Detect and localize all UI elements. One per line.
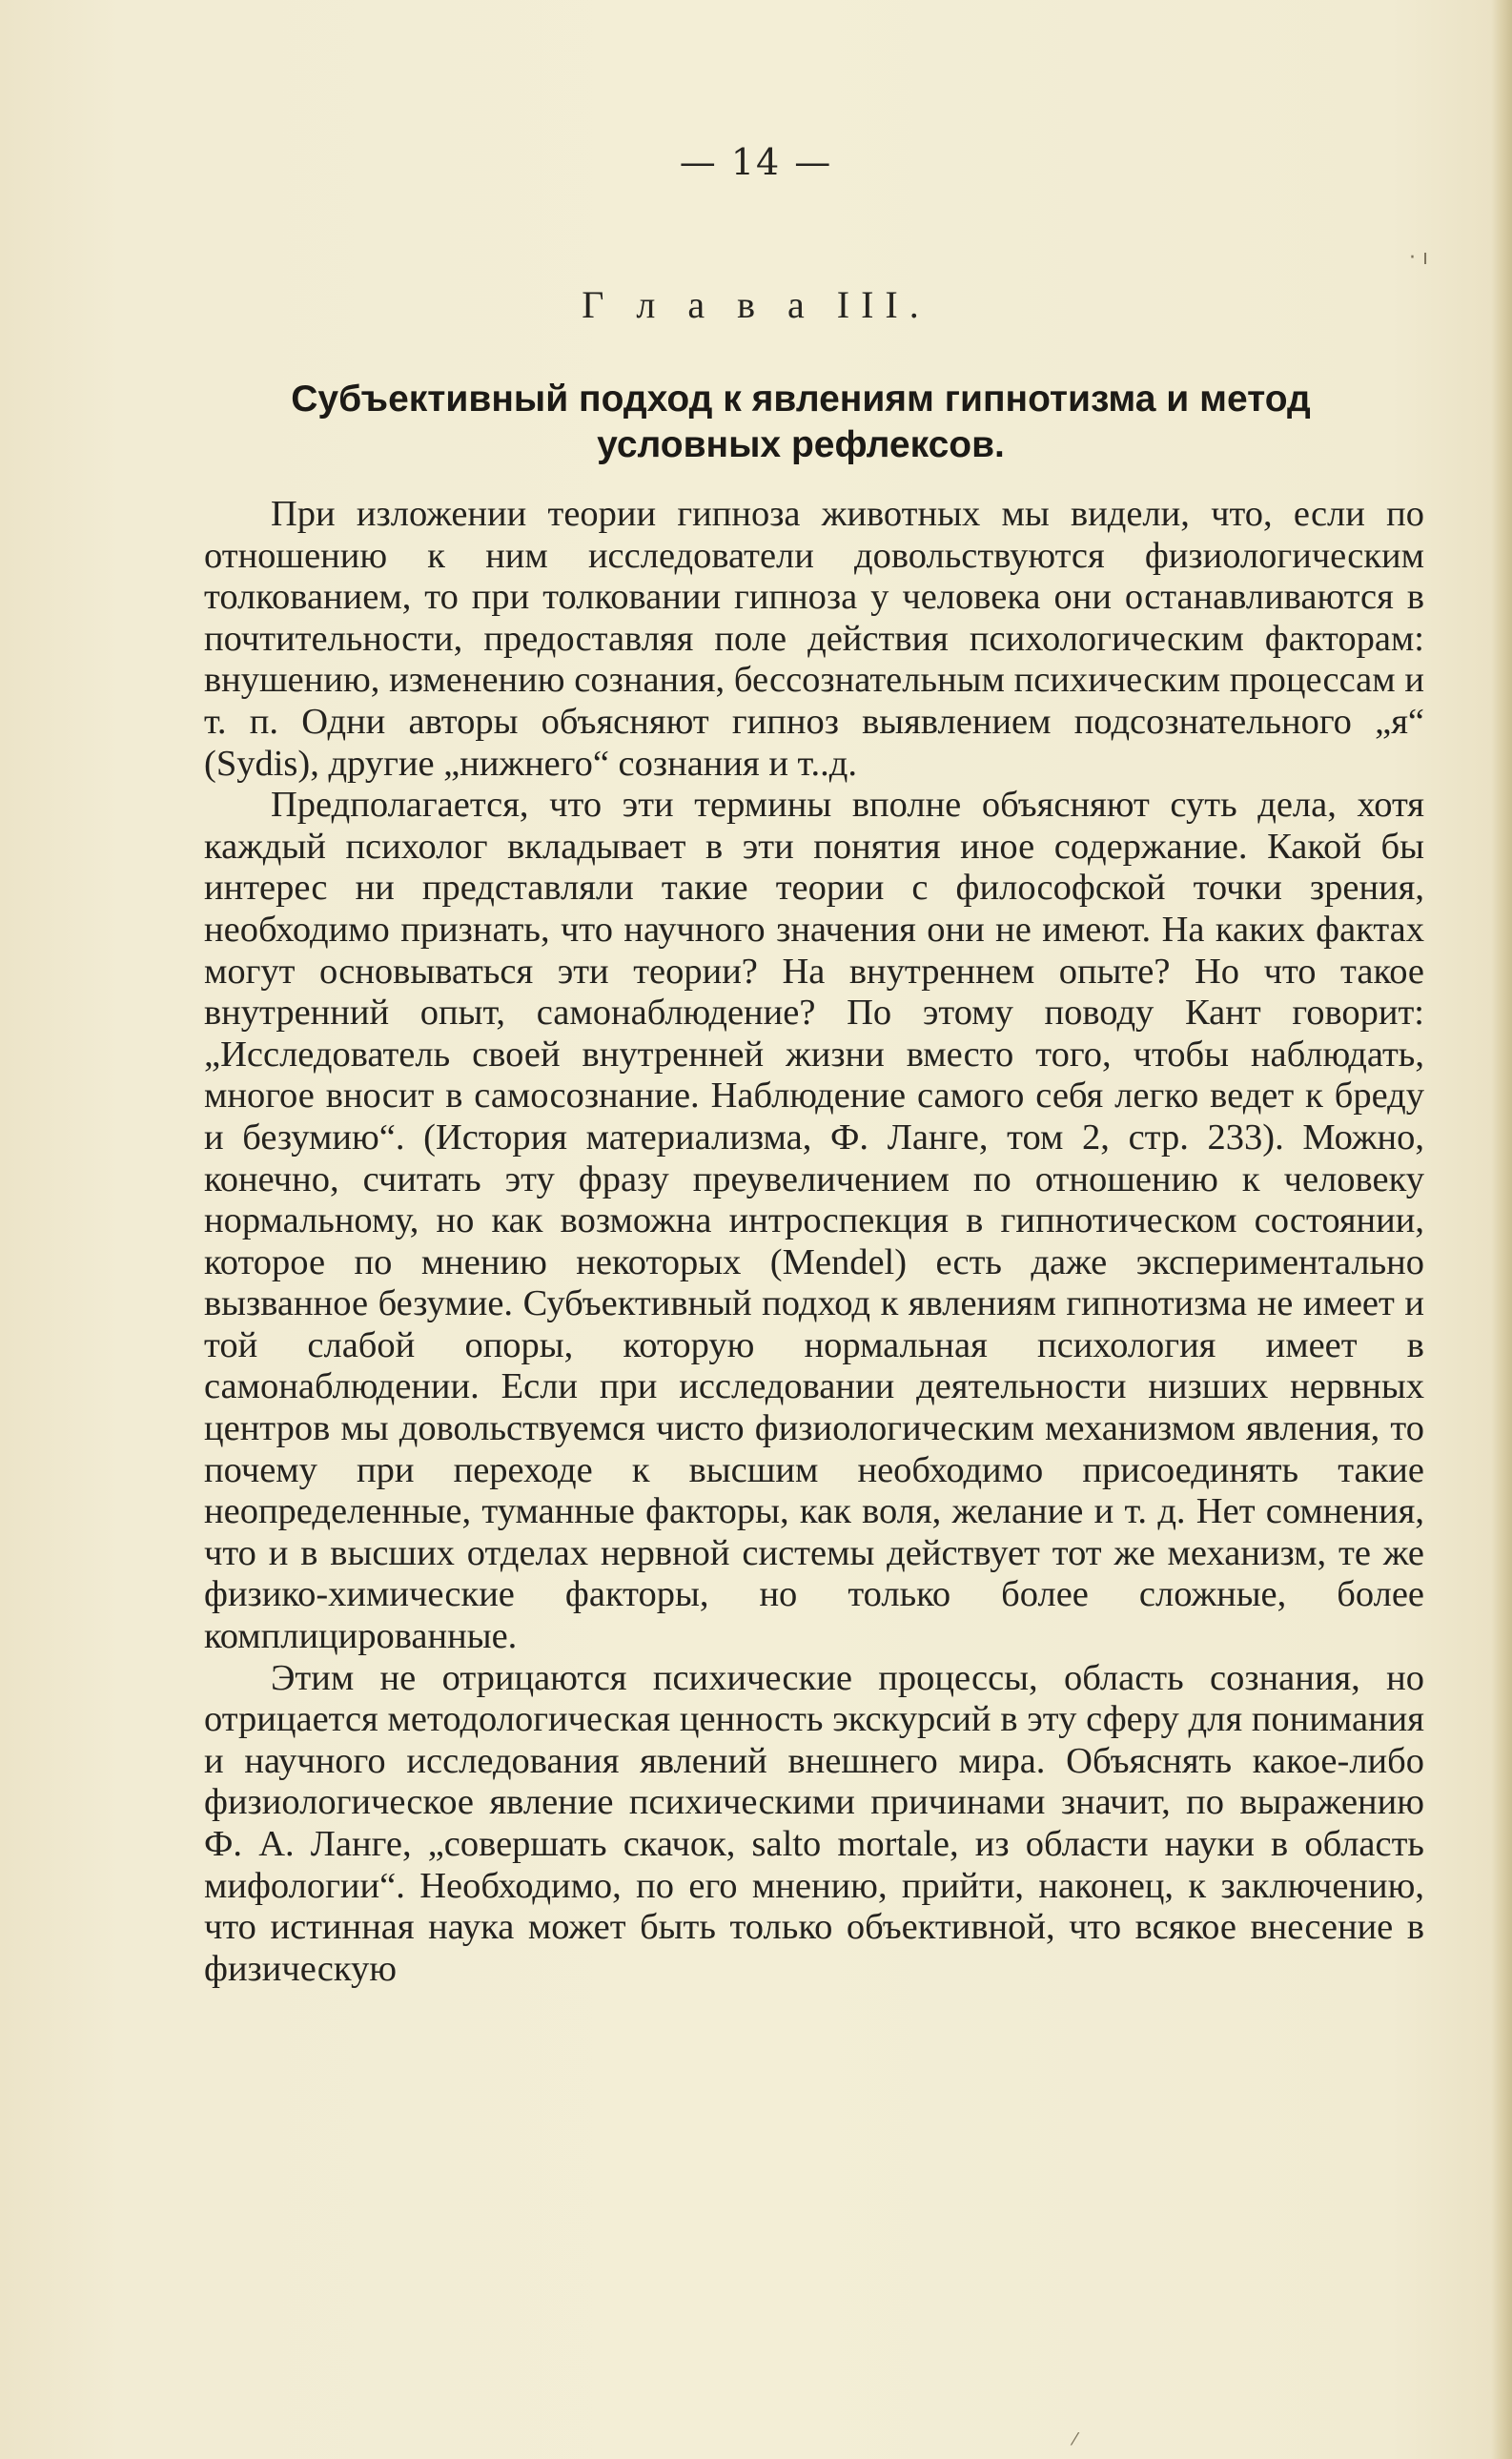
page-number: — 14 —: [679, 141, 833, 183]
section-title: [219, 377, 1382, 468]
paragraph-3: Этим не отрицаются психические процессы, область сознания, но отрицается методологическая ценность экскурсий в эту сферу для понимания и научного исследования явлений внешнего мира. Объяснять какое-либо физиологическое явление психическими причинами значит, по выражению Ф. А. Ланге, „совершать скачок, salto mortale, из области науки в область мифологии“. Необходимо, по его мнению, прийти, наконец, к заключению, что истинная наука может быть только объективной, что всякое внесение в физическую: [204, 1657, 1424, 1989]
paragraph-2: Предполагается, что эти термины вполне объясняют суть дела, хотя каждый психолог вкладывает в эти понятия иное содержание. Какой бы интерес ни представляли такие теории с философской точки зрения, необходимо признать, что научного значения они не имеют. На каких фактах могут основываться эти теории? На внутреннем опыте? Но что такое внутренний опыт, самонаблюдение? По этому поводу Кант говорит: „Исследователь своей внутренней жизни вместо того, чтобы наблюдать, многое вносит в самосознание. Наблюдение самого себя легко ведет к бреду и безумию“. (История материализма, Ф. Ланге, том 2, стр. 233). Можно, конечно, считать эту фразу преувеличением по отношению к человеку нормальному, но как возможна интроспекция в гипнотическом состоянии, которое по мнению некоторых (Mendel) есть даже экспериментально вызванное безумие. Субъективный подход к явлениям гипнотизма не имеет и той слабой опоры, которую нормальная психология имеет в самонаблюдении. Если при исследовании деятельности низших нервных центров мы довольствуемся чисто физиологическим механизмом явления, то почему при переходе к высшим необходимо присоединять такие неопределенные, туманные факторы, как воля, желание и т. д. Нет сомнения, что и в высших отделах нервной системы действует тот же механизм, те же физико-химические факторы, но только более сложные, более комплицированные.: [204, 785, 1424, 1657]
stray-mark: · ı: [1409, 246, 1429, 270]
section-title-line-2: условных рефлексов.: [597, 424, 1005, 465]
chapter-heading: Г л а в а III.: [582, 283, 930, 326]
page-edge-shadow: [1491, 0, 1512, 2459]
body-text: [204, 494, 1424, 1990]
stray-mark-bottom: ⁄: [1073, 2429, 1077, 2449]
section-title-line-1: Субъективный подход к явлениям гипнотизма и метод: [291, 379, 1311, 420]
paragraph-1: При изложении теории гипноза животных мы видели, что, если по отношению к ним исследователи довольствуются физиологическим толкованием, то при толковании гипноза у человека они останавливаются в почтительности, предоставляя поле действия психологическим факторам: внушению, изменению сознания, бессознательным психическим процессам и т. п. Одни авторы объясняют гипноз выявлением подсознательного „я“ (Sydis), другие „нижнего“ сознания и т..д.: [204, 494, 1424, 784]
